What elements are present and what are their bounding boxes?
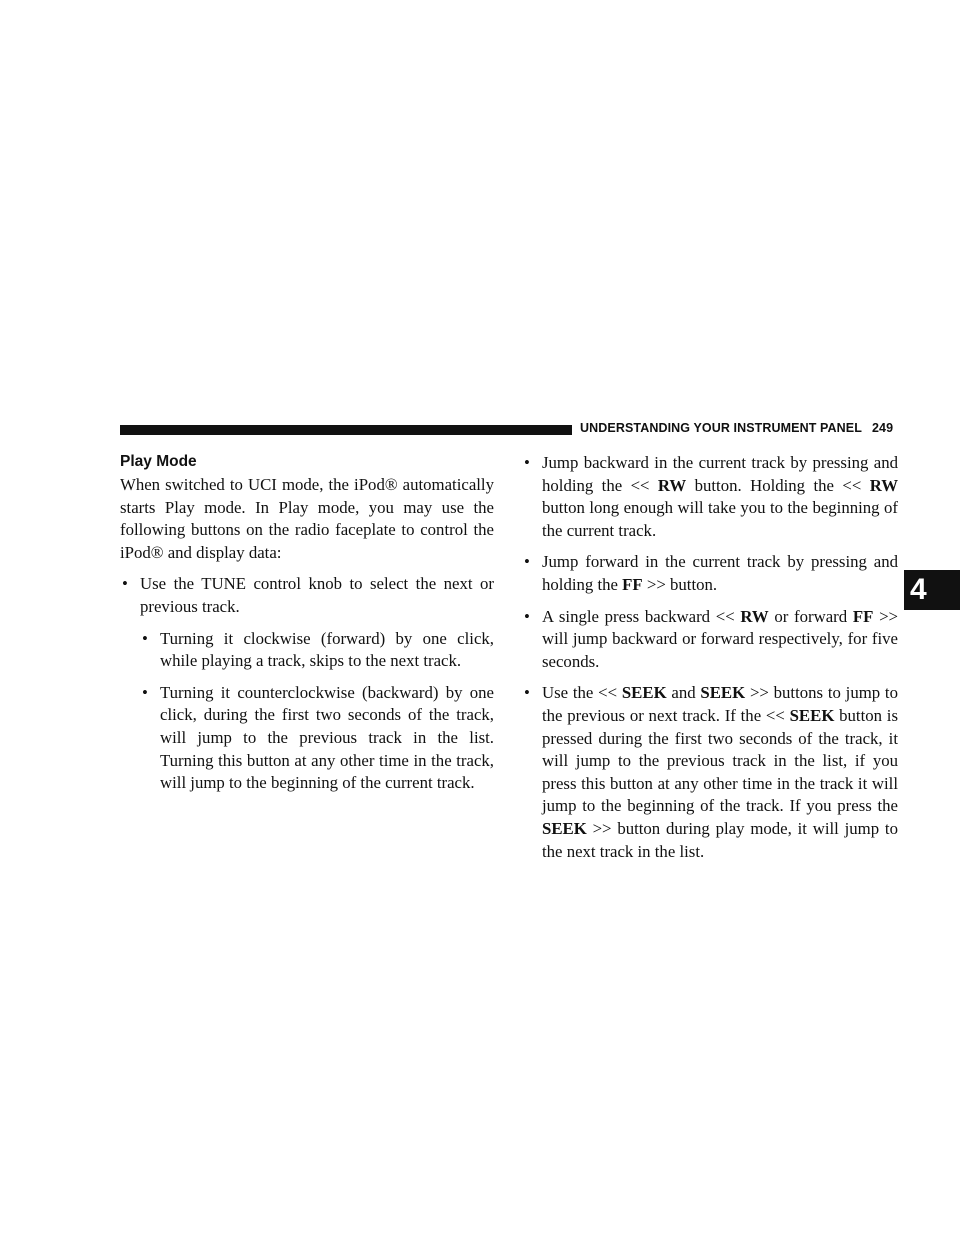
text-run: Use the << <box>542 683 622 703</box>
text-run: >> will jump backward or forward respectively, for five seconds. <box>542 606 898 671</box>
bullet-icon: • <box>122 574 128 594</box>
right-column <box>522 452 898 863</box>
bullet-icon: • <box>142 628 148 648</box>
list-item-seek <box>522 682 898 863</box>
text-run: >> button during play mode, it will jump to the next track in the list. <box>542 818 898 861</box>
header-rule <box>120 425 572 435</box>
left-column <box>120 452 494 795</box>
text-run: A single press backward << <box>542 606 741 626</box>
list-item-tune <box>120 573 494 618</box>
text-run: Jump forward in the current track by pressing and holding the <box>542 552 898 594</box>
bullet-icon: • <box>142 682 148 702</box>
button-name-ff: FF <box>622 574 643 594</box>
button-name-seek: SEEK <box>542 818 587 838</box>
button-name-seek: SEEK <box>621 683 667 703</box>
chapter-tab: 4 <box>904 570 960 610</box>
intro-paragraph: When switched to UCI mode, the iPod® automatically starts Play mode. In Play mode, you may use the following buttons on the radio faceplate to control the iPod® and display data: <box>120 475 494 562</box>
list-item-clockwise <box>140 628 494 673</box>
button-name-ff: FF <box>852 606 874 626</box>
text-run: and <box>666 683 701 703</box>
text-run: or forward <box>768 606 853 626</box>
text-run: button. Holding the << <box>686 475 870 495</box>
text-run: >> button. <box>642 574 718 594</box>
list-item-text: Turning it clockwise (forward) by one click, while playing a track, skips to the next track. <box>160 628 494 671</box>
button-name-rw: RW <box>740 606 769 626</box>
section-title: Play Mode <box>120 453 197 470</box>
running-header <box>580 421 893 435</box>
text-run: button long enough will take you to the beginning of the current track. <box>542 498 898 540</box>
list-item-text: Use the TUNE control knob to select the next or previous track. <box>140 574 494 616</box>
bullet-icon: • <box>524 606 530 626</box>
header-title: UNDERSTANDING YOUR INSTRUMENT PANEL <box>580 421 862 435</box>
text-run: Jump backward in the current track by pressing and holding the << <box>542 453 898 495</box>
button-name-rw: RW <box>657 475 687 495</box>
text-run: >> buttons to jump to the previous or next track. If the << <box>542 683 898 725</box>
page-number: 249 <box>871 421 894 435</box>
bullet-icon: • <box>524 683 530 703</box>
list-item-jump-backward <box>522 452 898 542</box>
button-name-seek: SEEK <box>700 683 746 703</box>
button-name-seek: SEEK <box>789 705 835 725</box>
text-run: button is pressed during the first two seconds of the track, it will jump to the previous track in the list, if you press this button at any other time in the track it will jump to the beginning of the track. If you press the <box>542 705 898 816</box>
list-item-counterclockwise <box>140 682 494 795</box>
list-item-single-press <box>522 606 898 674</box>
list-item-text: Turning it counterclockwise (backward) by one click, during the first two seconds of the track, will jump to the previous track in the list. Turning this button at any other time in the track, will jump to the beginning of the current track. <box>160 682 494 793</box>
bullet-icon: • <box>524 552 530 572</box>
list-item-jump-forward <box>522 551 898 596</box>
bullet-icon: • <box>524 453 530 472</box>
button-name-rw: RW <box>869 475 898 495</box>
